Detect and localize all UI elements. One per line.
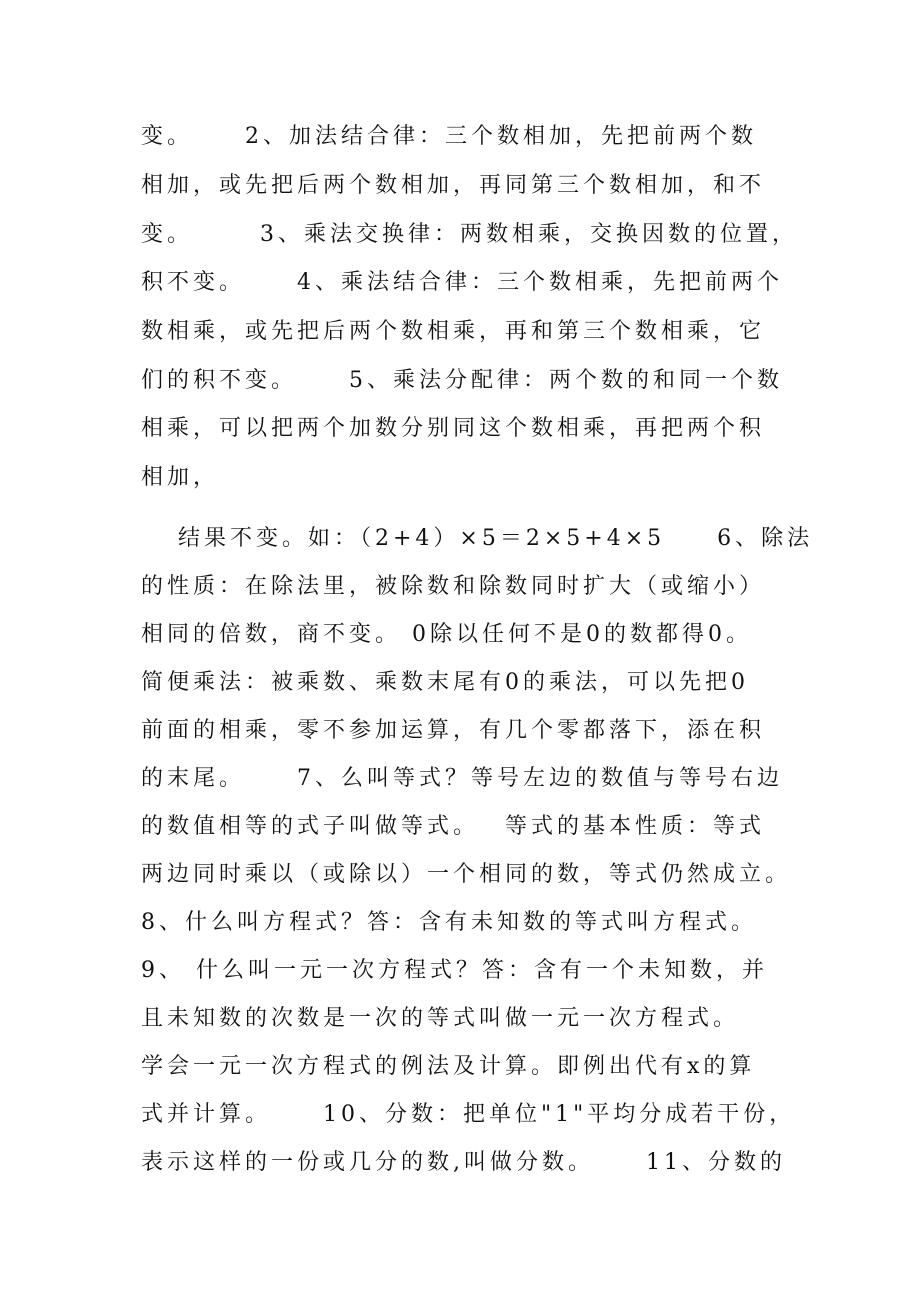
text-line: 们的积不变。 5、乘法分配律：两个数的和同一个数 bbox=[141, 368, 783, 393]
text-line: 式并计算。 10、分数：把单位"1"平均分成若干份， bbox=[141, 1102, 796, 1127]
text-line: 变。 3、乘法交换律：两数相乘，交换因数的位置， bbox=[141, 222, 798, 247]
text-line: 相同的倍数，商不变。 0除以任何不是0的数都得0。 bbox=[141, 622, 752, 647]
text-line: 简便乘法：被乘数、乘数末尾有0的乘法，可以先把0 bbox=[141, 670, 749, 695]
text-line: 且未知数的次数是一次的等式叫做一元一次方程式。 bbox=[141, 1006, 740, 1031]
text-line: 的性质：在除法里，被除数和除数同时扩大（或缩小） bbox=[141, 574, 766, 599]
text-line: 两边同时乘以（或除以）一个相同的数，等式仍然成立。 bbox=[141, 862, 792, 887]
text-line: 9、 什么叫一元一次方程式？答：含有一个未知数，并 bbox=[141, 958, 768, 983]
text-line: 8、什么叫方程式？答：含有未知数的等式叫方程式。 bbox=[141, 910, 757, 935]
text-line: 变。 2、加法结合律：三个数相加，先把前两个数 bbox=[141, 124, 757, 149]
text-line: 的末尾。 7、么叫等式？等号左边的数值与等号右边 bbox=[141, 766, 783, 791]
text-line: 相乘，可以把两个加数分别同这个数相乘，再把两个积 bbox=[141, 416, 766, 441]
text-line: 数相乘，或先把后两个数相乘，再和第三个数相乘，它 bbox=[141, 319, 766, 344]
text-line: 结果不变。如：（2+4）×5＝2×5+4×5 6、除法 bbox=[141, 526, 814, 551]
text-line: 相加，或先把后两个数相加，再同第三个数相加，和不 bbox=[141, 173, 766, 198]
text-line: 相加， bbox=[141, 465, 220, 490]
text-line: 表示这样的一份或几分的数,叫做分数。 11、分数的 bbox=[141, 1150, 786, 1175]
text-line: 积不变。 4、乘法结合律：三个数相乘，先把前两个 bbox=[141, 270, 783, 295]
text-line: 学会一元一次方程式的例法及计算。即例出代有x的算 bbox=[141, 1054, 756, 1079]
text-line: 前面的相乘，零不参加运算，有几个零都落下，添在积 bbox=[141, 718, 766, 743]
text-line: 的数值相等的式子叫做等式。 等式的基本性质：等式 bbox=[141, 814, 765, 839]
